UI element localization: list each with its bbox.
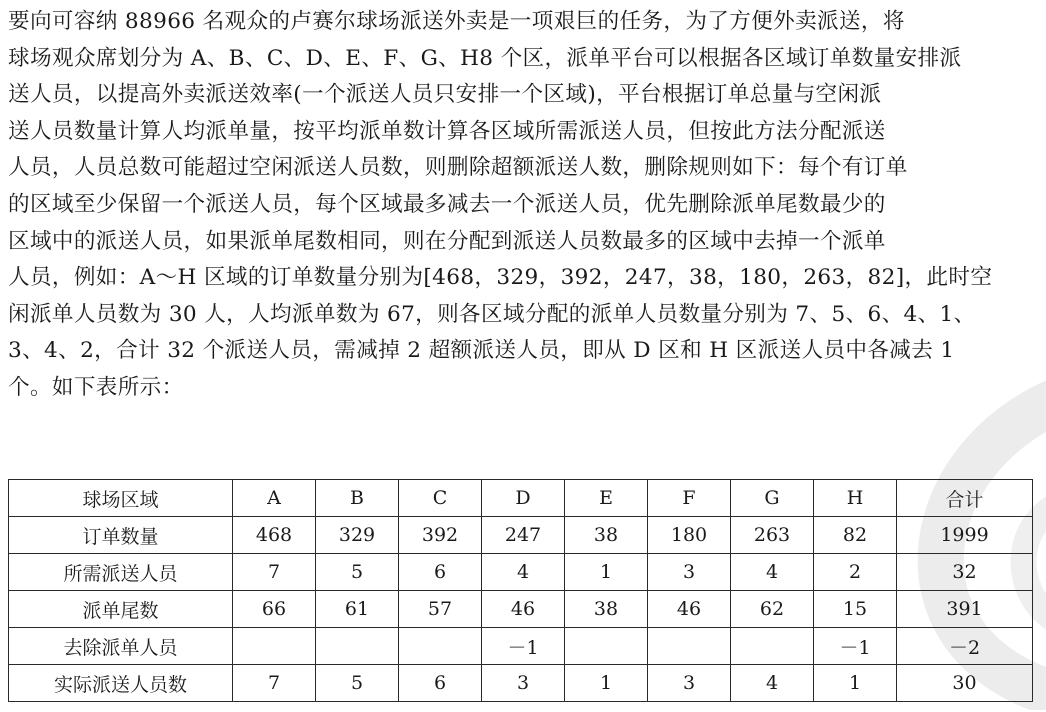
removed-staff-row [9, 628, 1033, 665]
table-cell: 329 [316, 517, 399, 554]
table-cell: 2 [814, 554, 897, 591]
table-cell: 1999 [897, 517, 1033, 554]
table-cell: －1 [482, 628, 565, 665]
table-cell: 46 [482, 591, 565, 628]
row-label-cell: 去除派单人员 [9, 628, 233, 665]
table-cell: 6 [399, 554, 482, 591]
row-label-cell: 订单数量 [9, 517, 233, 554]
header-row [9, 480, 1033, 517]
table-cell: 57 [399, 591, 482, 628]
dispatch-table-body [9, 480, 1033, 702]
table-cell: D [482, 480, 565, 517]
table-cell: 1 [565, 554, 648, 591]
table-cell: －1 [814, 628, 897, 665]
table-cell: 4 [482, 554, 565, 591]
paragraph-line: 个。如下表所示： [8, 374, 184, 400]
table-cell: B [316, 480, 399, 517]
table-cell: 62 [731, 591, 814, 628]
remainder-row [9, 591, 1033, 628]
required-staff-row [9, 554, 1033, 591]
row-label-cell: 实际派送人员数 [9, 665, 233, 702]
table-cell: 1 [565, 665, 648, 702]
table-cell: 7 [233, 554, 316, 591]
table-cell: A [233, 480, 316, 517]
row-label-cell: 派单尾数 [9, 591, 233, 628]
table-cell: 391 [897, 591, 1033, 628]
table-cell: 32 [897, 554, 1033, 591]
table-cell: 3 [482, 665, 565, 702]
table-cell: 46 [648, 591, 731, 628]
table-cell: 5 [316, 554, 399, 591]
table-cell [648, 628, 731, 665]
paragraph-line: 区域中的派送人员，如果派单尾数相同，则在分配到派送人员数最多的区域中去掉一个派单 [8, 228, 886, 254]
table-cell: C [399, 480, 482, 517]
table-cell [316, 628, 399, 665]
table-cell: 4 [731, 665, 814, 702]
table-cell: H [814, 480, 897, 517]
table-cell: 6 [399, 665, 482, 702]
paragraph-line: 人员，人员总数可能超过空闲派送人员数，则删除超额派送人数，删除规则如下：每个有订单 [8, 155, 908, 181]
table-cell: 180 [648, 517, 731, 554]
table-cell: 66 [233, 591, 316, 628]
table-cell: F [648, 480, 731, 517]
table-cell [233, 628, 316, 665]
table-cell: 82 [814, 517, 897, 554]
table-cell: 468 [233, 517, 316, 554]
table-cell: 38 [565, 517, 648, 554]
paragraph-line: 的区域至少保留一个派送人员，每个区域最多减去一个派送人员，优先删除派单尾数最少的 [8, 191, 886, 217]
table-cell: 1 [814, 665, 897, 702]
table-cell: G [731, 480, 814, 517]
paragraph-line: 闲派单人员数为 30 人，人均派单数为 67，则各区域分配的派单人员数量分别为 7、5、6、4、1、 [8, 301, 976, 327]
table-cell: 15 [814, 591, 897, 628]
table-cell: 3 [648, 554, 731, 591]
table-cell: 263 [731, 517, 814, 554]
table-cell: 7 [233, 665, 316, 702]
table-cell: 3 [648, 665, 731, 702]
row-label-cell: 所需派送人员 [9, 554, 233, 591]
paragraph-line: 3、4、2，合计 32 个派送人员，需减掉 2 超额派送人员，即从 D 区和 H 区派送人员中各减去 1 [8, 338, 955, 364]
paragraph-line: 送人员数量计算人均派单量，按平均派单数计算各区域所需派送人员，但按此方法分配派送 [8, 118, 886, 144]
paragraph-line: 送人员，以提高外卖派送效率(一个派送人员只安排一个区域)，平台根据订单总量与空闲派 [8, 82, 882, 108]
table-cell [731, 628, 814, 665]
row-label-cell: 球场区域 [9, 480, 233, 517]
table-cell: 5 [316, 665, 399, 702]
table-cell: 4 [731, 554, 814, 591]
table-cell: E [565, 480, 648, 517]
table-cell [399, 628, 482, 665]
paragraph-line: 人员，例如：A～H 区域的订单数量分别为[468，329，392，247，38，180，263，82]，此时空 [8, 265, 993, 291]
table-cell: 合计 [897, 480, 1033, 517]
table-cell: 61 [316, 591, 399, 628]
problem-paragraph [8, 4, 1040, 407]
paragraph-line: 要向可容纳 88966 名观众的卢赛尔球场派送外卖是一项艰巨的任务，为了方便外卖派送，将 [8, 9, 905, 34]
actual-staff-row [9, 665, 1033, 702]
table-cell: 38 [565, 591, 648, 628]
table-cell: 392 [399, 517, 482, 554]
order-count-row [9, 517, 1033, 554]
table-cell: －2 [897, 628, 1033, 665]
table-cell: 30 [897, 665, 1033, 702]
dispatch-table [8, 479, 1033, 702]
table-cell [565, 628, 648, 665]
paragraph-line: 球场观众席划分为 A、B、C、D、E、F、G、H8 个区，派单平台可以根据各区域订单数量安排派 [8, 45, 962, 71]
table-cell: 247 [482, 517, 565, 554]
